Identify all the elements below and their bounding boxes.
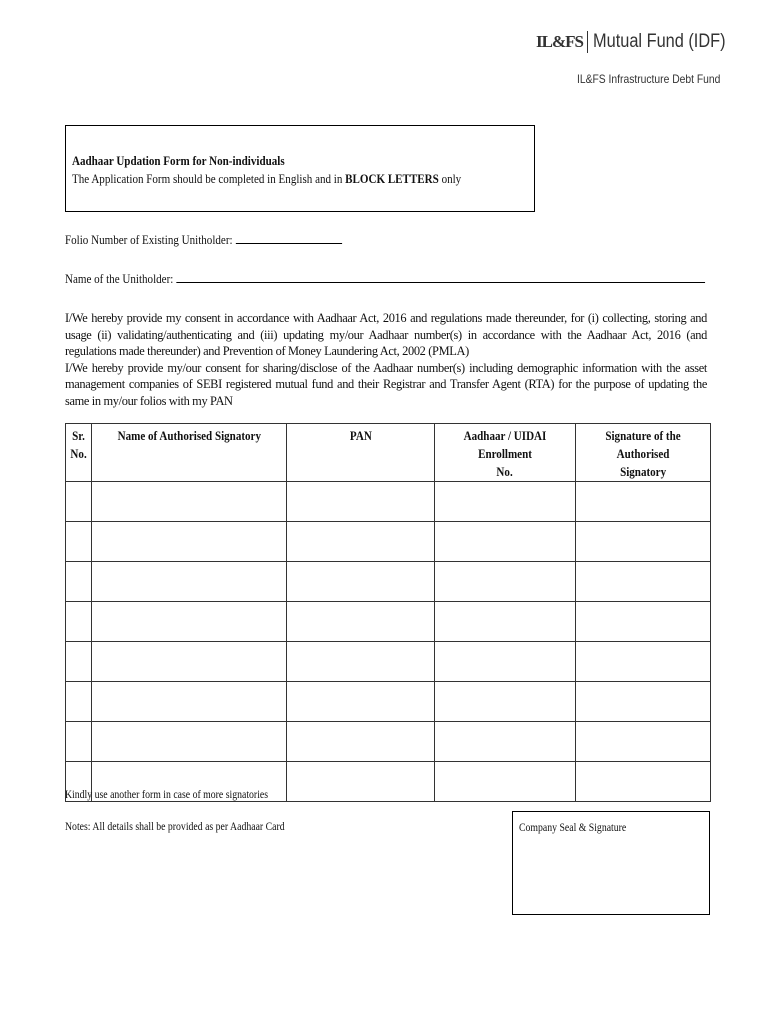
company-seal-label: Company Seal & Signature [519, 822, 627, 834]
table-row [66, 482, 711, 522]
aadhaar-cell[interactable] [435, 762, 576, 802]
pan-cell[interactable] [287, 562, 435, 602]
consent-paragraph-2: I/We hereby provide my/our consent for sharing/disclose of the Aadhaar number(s) including demographic information with the asset management companies of SEBI registered mutual fund and their Registrar and Transfer Agent (RTA) for the purpose of updating the same in my/our folios with my PAN [65, 360, 707, 408]
table-row [66, 682, 711, 722]
unitholder-name-row [65, 271, 705, 287]
signature-cell[interactable] [576, 682, 711, 722]
unitholder-name-label: Name of the Unitholder: [65, 271, 174, 286]
company-seal-signature-box[interactable] [512, 811, 710, 915]
authorised-signatory-table [65, 423, 711, 802]
signatory-name-cell[interactable] [92, 682, 287, 722]
col-header-sr-no [66, 424, 92, 482]
sub-brand: IL&FS Infrastructure Debt Fund [577, 72, 721, 86]
pan-cell[interactable] [287, 522, 435, 562]
signature-cell[interactable] [576, 722, 711, 762]
signature-header-line2: Signatory [619, 464, 667, 479]
aadhaar-cell[interactable] [435, 642, 576, 682]
signatory-name-cell[interactable] [92, 642, 287, 682]
consent-paragraph-1: I/We hereby provide my consent in accordance with Aadhaar Act, 2016 and regulations made thereunder, for (i) collecting, storing and usage (ii) validating/authenticating and (iii) updating my/our Aadhaar number(s) in accordance with the Aadhaar Act, 2016 (and regulations made thereunder) and Prevention of Money Laundering Act, 2002 (PMLA) [65, 311, 707, 358]
notes-text: Notes: All details shall be provided as per Aadhaar Card [65, 821, 285, 833]
signature-cell[interactable] [576, 602, 711, 642]
aadhaar-cell[interactable] [435, 602, 576, 642]
aadhaar-header-line1: Aadhaar / UIDAI Enrollment [463, 428, 547, 461]
pan-cell[interactable] [287, 482, 435, 522]
ilfs-logo-mark: IL&FS [536, 32, 583, 51]
table-row [66, 562, 711, 602]
table-row [66, 722, 711, 762]
sr-no-cell[interactable] [66, 602, 92, 642]
sr-no-cell[interactable] [66, 562, 92, 602]
aadhaar-cell[interactable] [435, 482, 576, 522]
signature-cell[interactable] [576, 562, 711, 602]
pan-cell[interactable] [287, 642, 435, 682]
aadhaar-cell[interactable] [435, 722, 576, 762]
folio-number-field[interactable] [236, 243, 342, 244]
signature-cell[interactable] [576, 762, 711, 802]
logo-divider [587, 31, 588, 53]
pan-cell[interactable] [287, 682, 435, 722]
table-header-row [66, 424, 711, 482]
form-instruction [72, 171, 461, 187]
col-header-name [92, 424, 287, 482]
form-title-box [65, 125, 535, 212]
signatory-name-cell[interactable] [92, 562, 287, 602]
instruction-text-post: only [438, 171, 462, 186]
brand-logo [536, 30, 747, 54]
folio-number-row [65, 232, 342, 248]
folio-number-label: Folio Number of Existing Unitholder: [65, 232, 233, 247]
col-header-pan [287, 424, 435, 482]
signature-header-line1: Signature of the Authorised [605, 428, 681, 461]
table-row [66, 642, 711, 682]
signature-cell[interactable] [576, 482, 711, 522]
pan-cell[interactable] [287, 762, 435, 802]
table-row [66, 602, 711, 642]
sr-no-cell[interactable] [66, 682, 92, 722]
sr-header-line1: Sr. [72, 428, 85, 443]
unitholder-name-field[interactable] [177, 282, 706, 283]
sr-no-cell[interactable] [66, 522, 92, 562]
signatory-name-cell[interactable] [92, 522, 287, 562]
form-title: Aadhaar Updation Form for Non-individuals [72, 153, 285, 168]
signatory-name-cell[interactable] [92, 602, 287, 642]
pan-header-text: PAN [349, 428, 372, 443]
table-row [66, 522, 711, 562]
sr-header-line2: No. [70, 446, 87, 461]
pan-cell[interactable] [287, 722, 435, 762]
sr-no-cell[interactable] [66, 482, 92, 522]
brand-name: Mutual Fund (IDF) [592, 31, 726, 52]
aadhaar-cell[interactable] [435, 562, 576, 602]
more-signatories-note: Kindly use another form in case of more signatories [65, 789, 269, 801]
aadhaar-cell[interactable] [435, 682, 576, 722]
instruction-text-pre: The Application Form should be completed in English and in [72, 171, 346, 186]
name-header-text: Name of Authorised Signatory [117, 428, 261, 443]
sr-no-cell[interactable] [66, 722, 92, 762]
pan-cell[interactable] [287, 602, 435, 642]
consent-text [65, 310, 707, 409]
signatory-name-cell[interactable] [92, 482, 287, 522]
signatory-name-cell[interactable] [92, 722, 287, 762]
signature-cell[interactable] [576, 522, 711, 562]
sr-no-cell[interactable] [66, 642, 92, 682]
col-header-aadhaar [435, 424, 576, 482]
instruction-text-bold: BLOCK LETTERS [345, 171, 439, 186]
aadhaar-header-line2: No. [496, 464, 514, 479]
aadhaar-cell[interactable] [435, 522, 576, 562]
col-header-signature [576, 424, 711, 482]
signature-cell[interactable] [576, 642, 711, 682]
